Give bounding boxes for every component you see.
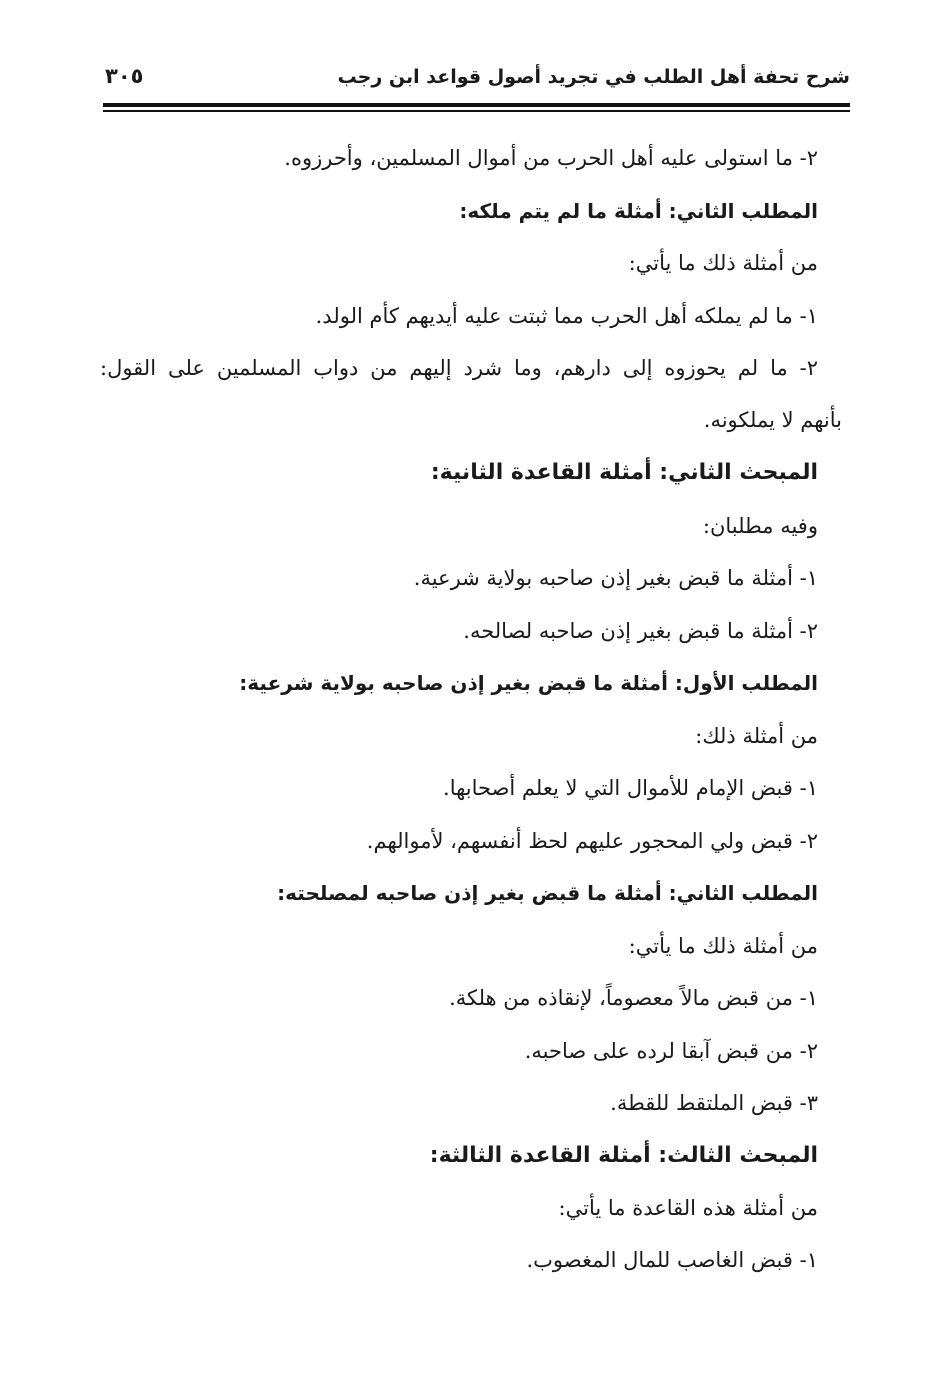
body-line: ٢- أمثلة ما قبض بغير إذن صاحبه لصالحه.: [463, 619, 818, 643]
body-line: من أمثلة هذه القاعدة ما يأتي:: [558, 1196, 818, 1220]
body-line: ١- قبض الإمام للأموال التي لا يعلم أصحابها.: [443, 776, 818, 800]
body-line: من أمثلة ذلك:: [695, 724, 818, 748]
body-line: ١- قبض الغاصب للمال المغصوب.: [526, 1248, 818, 1272]
body-line: ٣- قبض الملتقط للقطة.: [610, 1091, 818, 1115]
header-rule-thick: [103, 103, 850, 107]
body-line: ٢- ما لم يحوزوه إلى دارهم، وما شرد إليهم من دواب المسلمين على القول:: [100, 356, 818, 380]
body-line: من أمثلة ذلك ما يأتي:: [628, 934, 818, 958]
section-heading: المطلب الأول: أمثلة ما قبض بغير إذن صاحبه بولاية شرعية:: [239, 671, 818, 695]
page-header: [105, 62, 850, 102]
body-line: من أمثلة ذلك ما يأتي:: [628, 251, 818, 275]
body-line: ٢- ما استولى عليه أهل الحرب من أموال المسلمين، وأحرزوه.: [284, 146, 818, 170]
section-heading: المطلب الثاني: أمثلة ما لم يتم ملكه:: [459, 199, 818, 223]
section-heading: المطلب الثاني: أمثلة ما قبض بغير إذن صاحبه لمصلحته:: [277, 881, 818, 905]
body-line: ١- ما لم يملكه أهل الحرب مما ثبتت عليه أيديهم كأم الولد.: [315, 304, 818, 328]
page-number: ٣٠٥: [105, 64, 144, 88]
body-line: ١- أمثلة ما قبض بغير إذن صاحبه بولاية شرعية.: [413, 566, 818, 590]
chapter-heading: المبحث الثاني: أمثلة القاعدة الثانية:: [430, 460, 818, 485]
body-line: ٢- قبض ولي المحجور عليهم لحظ أنفسهم، لأموالهم.: [366, 829, 818, 853]
body-line-continuation: بأنهم لا يملكونه.: [703, 408, 842, 432]
chapter-heading: المبحث الثالث: أمثلة القاعدة الثالثة:: [429, 1143, 818, 1168]
header-rule-thin: [103, 110, 850, 112]
body-line: ٢- من قبض آبقا لرده على صاحبه.: [524, 1039, 818, 1063]
body-line: ١- من قبض مالاً معصوماً، لإنقاذه من هلكة.: [449, 986, 818, 1010]
body-line: وفيه مطلبان:: [702, 514, 818, 538]
running-title: شرح تحفة أهل الطلب في تجريد أصول قواعد ابن رجب: [337, 66, 850, 88]
